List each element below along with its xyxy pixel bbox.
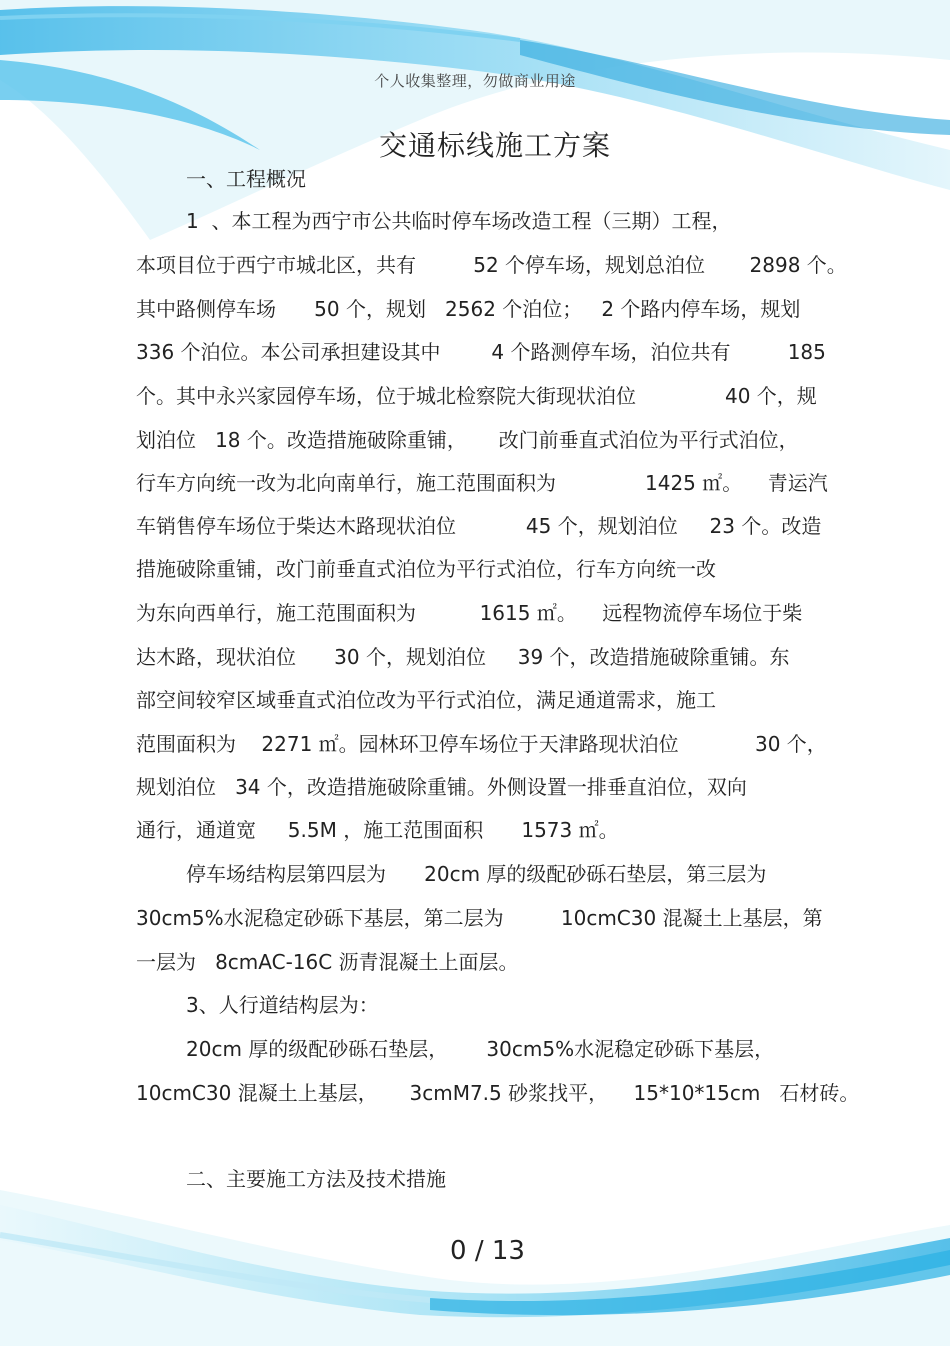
paragraph-line: 1 、本工程为西宁市公共临时停车场改造工程（三期）工程， bbox=[186, 209, 732, 233]
paragraph-line: 达木路，现状泊位 30 个，规划泊位 39 个，改造措施破除重铺。东 bbox=[136, 645, 790, 669]
page-number: 0 / 13 bbox=[450, 1236, 525, 1266]
subheading-3: 3、人行道结构层为： bbox=[186, 993, 379, 1017]
paragraph-line: 划泊位 18 个。改造措施破除重铺， 改门前垂直式泊位为平行式泊位， bbox=[136, 428, 799, 452]
paragraph-line: 10cmC30 混凝土上基层， 3cmM7.5 砂浆找平， 15*10*15cm 石材砖。 bbox=[136, 1081, 860, 1105]
section-heading-2: 二、主要施工方法及技术措施 bbox=[186, 1167, 446, 1191]
paragraph-line: 车销售停车场位于柴达木路现状泊位 45 个，规划泊位 23 个。改造 bbox=[136, 514, 822, 538]
paragraph-line: 规划泊位 34 个，改造措施破除重铺。外侧设置一排垂直泊位，双向 bbox=[136, 775, 747, 799]
paragraph-line: 个。其中永兴家园停车场，位于城北检察院大街现状泊位 40 个，规 bbox=[136, 384, 817, 408]
paragraph-line: 336 个泊位。本公司承担建设其中 4 个路测停车场，泊位共有 185 bbox=[136, 340, 826, 364]
paragraph-line: 一层为 8cmAC-16C 沥青混凝土上面层。 bbox=[136, 950, 519, 974]
paragraph-line: 其中路侧停车场 50 个，规划 2562 个泊位； 2 个路内停车场，规划 bbox=[136, 297, 801, 321]
paragraph-line: 停车场结构层第四层为 20cm 厚的级配砂砾石垫层，第三层为 bbox=[186, 862, 767, 886]
paragraph-line: 20cm 厚的级配砂砾石垫层， 30cm5%水泥稳定砂砾下基层， bbox=[186, 1037, 775, 1061]
paragraph-line: 措施破除重铺，改门前垂直式泊位为平行式泊位，行车方向统一改 bbox=[136, 557, 716, 581]
paragraph-line: 通行，通道宽 5.5M ，施工范围面积 1573 ㎡。 bbox=[136, 818, 619, 842]
paragraph-line: 为东向西单行，施工范围面积为 1615 ㎡。 远程物流停车场位于柴 bbox=[136, 601, 803, 625]
paragraph-line: 部空间较窄区域垂直式泊位改为平行式泊位，满足通道需求，施工 bbox=[136, 688, 716, 712]
section-heading-1: 一、工程概况 bbox=[186, 167, 306, 191]
paragraph-line: 范围面积为 2271 ㎡。园林环卫停车场位于天津路现状泊位 30 个， bbox=[136, 732, 827, 756]
paragraph-line: 本项目位于西宁市城北区，共有 52 个停车场，规划总泊位 2898 个。 bbox=[136, 253, 847, 277]
paragraph-line: 行车方向统一改为北向南单行，施工范围面积为 1425 ㎡。 青运汽 bbox=[136, 471, 828, 495]
document-title: 交通标线施工方案 bbox=[378, 129, 611, 162]
watermark-text: 个人收集整理，勿做商业用途 bbox=[374, 72, 576, 90]
paragraph-line: 30cm5%水泥稳定砂砾下基层，第二层为 10cmC30 混凝土上基层，第 bbox=[136, 906, 823, 930]
